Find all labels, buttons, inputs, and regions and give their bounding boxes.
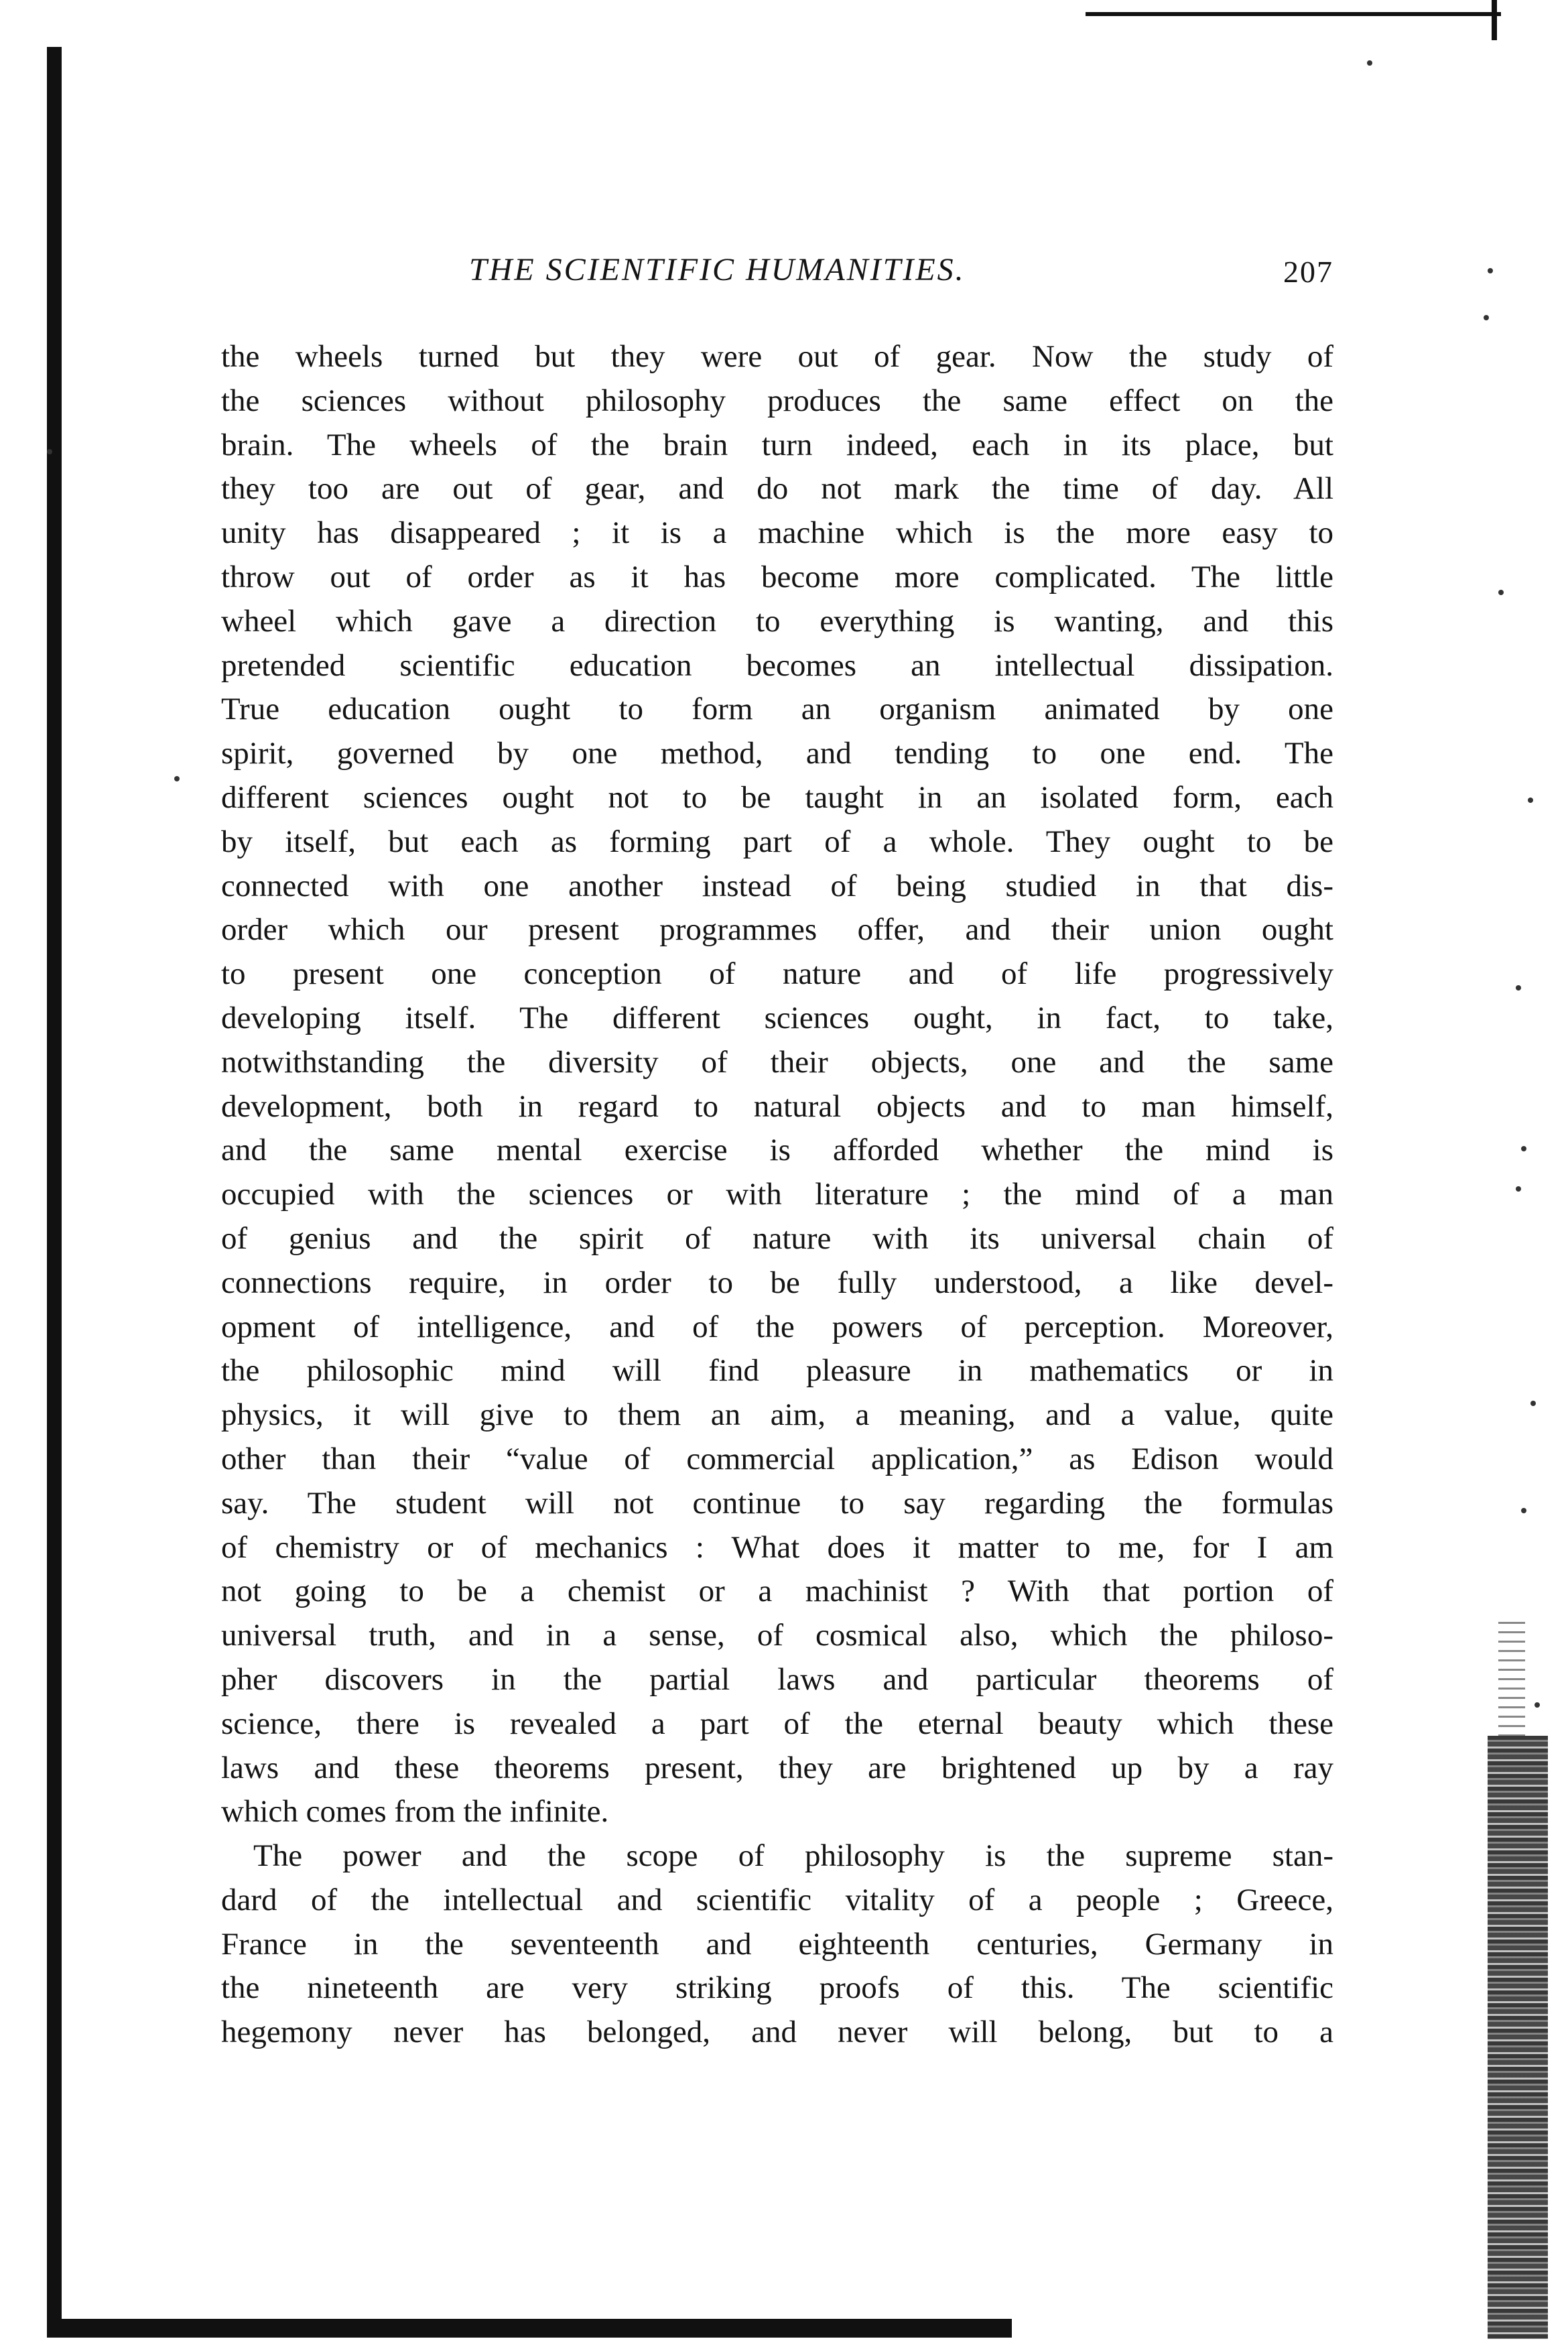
text-line: spirit, governed by one method, and tending to one end. The [221,736,1333,771]
text-line: throw out of order as it has become more complicated. The little [221,559,1333,594]
text-line: laws and these theorems present, they are brightened up by a ray [221,1750,1333,1785]
text-line: brain. The wheels of the brain turn indeed, each in its place, but [221,427,1333,462]
text-line: by itself, but each as forming part of a whole. They ought to be [221,824,1333,859]
text-line: unity has disappeared ; it is a machine which is the more easy to [221,515,1333,551]
scan-speck [1516,1186,1521,1192]
text-line: physics, it will give to them an aim, a meaning, and a value, quite [221,1397,1333,1433]
running-head [221,251,1333,294]
scan-edge-right-noise [1488,1736,1548,2339]
scan-edge-top-rule [1086,12,1501,16]
text-line: which comes from the infinite. [221,1794,609,1830]
paragraph [221,335,1333,1834]
text-line: not going to be a chemist or a machinist ? With that portion of [221,1574,1333,1609]
text-line: notwithstanding the diversity of their objects, one and the same [221,1044,1333,1080]
scan-speck [1488,268,1493,273]
text-line: pher discovers in the partial laws and particular theorems of [221,1661,1333,1697]
text-line: universal truth, and in a sense, of cosmical also, which the philoso- [221,1618,1333,1653]
text-line: of genius and the spirit of nature with its universal chain of [221,1220,1333,1256]
text-line: hegemony never has belonged, and never will belong, but to a [221,2015,1333,2050]
page-number: 207 [1283,255,1333,289]
text-line: say. The student will not continue to say regarding the formulas [221,1485,1333,1521]
running-head-title: THE SCIENTIFIC HUMANITIES. [469,252,966,288]
scan-speck [1521,1508,1526,1513]
text-line: connections require, in order to be fully understood, a like devel- [221,1265,1333,1300]
scan-speck [1530,1401,1536,1406]
scan-edge-bottom-rule [47,2319,1012,2338]
scan-speck [174,776,180,781]
text-line: connected with one another instead of being studied in that dis- [221,868,1333,903]
text-line: science, there is revealed a part of the eternal beauty which these [221,1706,1333,1741]
text-line: dard of the intellectual and scientific vitality of a people ; Greece, [221,1882,1333,1917]
text-line: development, both in regard to natural objects and to man himself, [221,1088,1333,1124]
text-line: they too are out of gear, and do not mark the time of day. All [221,471,1333,507]
text-line: True education ought to form an organism animated by one [221,692,1333,727]
text-line: and the same mental exercise is afforded whether the mind is [221,1133,1333,1168]
scan-speck [1534,1702,1540,1708]
text-line: other than their “value of commercial application,” as Edison would [221,1441,1333,1476]
scan-speck [1498,590,1504,595]
text-line: order which our present programmes offer, and their union ought [221,912,1333,948]
text-line: The power and the scope of philosophy is the supreme stan- [253,1838,1333,1874]
scan-speck [47,449,52,454]
body-text [221,335,1333,2055]
paragraph [221,1834,1333,2055]
scan-speck [1484,315,1489,320]
text-line: developing itself. The different sciences ought, in fact, to take, [221,1000,1333,1035]
scan-speck [1367,60,1372,66]
scan-edge-left-bar [47,47,62,2332]
text-line: the wheels turned but they were out of gear. Now the study of [221,339,1333,374]
text-line: of chemistry or of mechanics : What does it matter to me, for I am [221,1529,1333,1565]
scan-speck [1516,985,1521,991]
text-line: different sciences ought not to be taught in an isolated form, each [221,779,1333,815]
text-line: pretended scientific education becomes an intellectual dissipation. [221,647,1333,683]
scan-speck [1521,1146,1526,1151]
scan-speck [1528,798,1533,803]
text-line: occupied with the sciences or with literature ; the mind of a man [221,1177,1333,1212]
scan-edge-top-tick [1492,0,1497,40]
text-line: the philosophic mind will find pleasure in mathematics or in [221,1353,1333,1389]
text-line: opment of intelligence, and of the powers of perception. Moreover, [221,1309,1333,1344]
text-line: the nineteenth are very striking proofs of this. The scientific [221,1970,1333,2006]
text-line: wheel which gave a direction to everything is wanting, and this [221,603,1333,639]
text-line: France in the seventeenth and eighteenth centuries, Germany in [221,1926,1333,1962]
text-line: the sciences without philosophy produces the same effect on the [221,383,1333,418]
text-line: to present one conception of nature and of life progressively [221,956,1333,992]
scan-edge-right-noise-upper [1498,1622,1525,1736]
